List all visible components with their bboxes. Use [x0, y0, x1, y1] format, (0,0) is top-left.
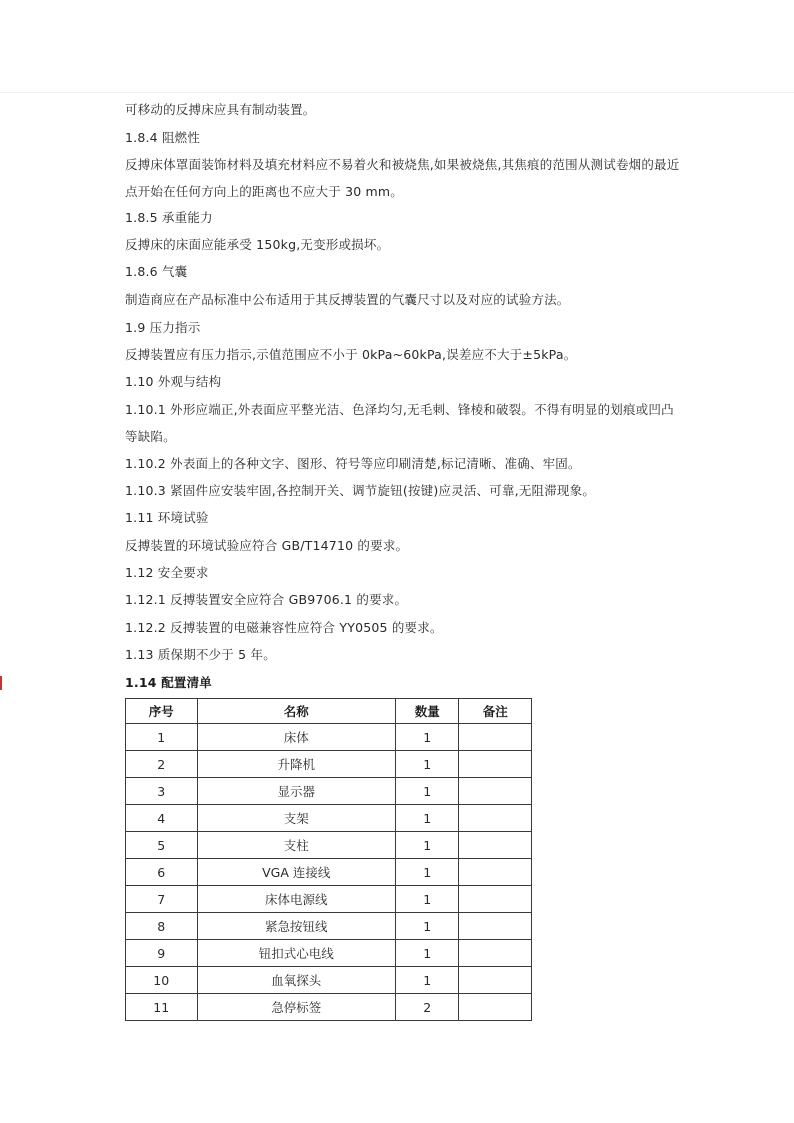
top-rule: [0, 92, 794, 93]
table-row: [126, 778, 532, 805]
cell-name: 床体: [197, 724, 395, 751]
cell-index: 10: [126, 967, 198, 994]
cell-qty: 1: [395, 859, 458, 886]
cell-remark: [459, 832, 532, 859]
table-row: [126, 913, 532, 940]
cell-name: VGA 连接线: [197, 859, 395, 886]
cell-index: 3: [126, 778, 198, 805]
cell-qty: 1: [395, 751, 458, 778]
cell-qty: 1: [395, 940, 458, 967]
cell-name: 支柱: [197, 832, 395, 859]
cell-remark: [459, 940, 532, 967]
table-row: [126, 886, 532, 913]
para-airbag: 制造商应在产品标准中公布适用于其反搏装置的气囊尺寸以及对应的试验方法。: [125, 292, 570, 307]
para-warranty: 1.13 质保期不少于 5 年。: [125, 647, 276, 662]
cell-qty: 1: [395, 967, 458, 994]
header-index: 序号: [126, 699, 198, 724]
table-row: [126, 832, 532, 859]
cell-name: 升降机: [197, 751, 395, 778]
cell-index: 1: [126, 724, 198, 751]
para-1-10-3: 1.10.3 紧固件应安装牢固,各控制开关、调节旋钮(按键)应灵活、可靠,无阻滞现象。: [125, 483, 596, 498]
heading-1-10: 1.10 外观与结构: [125, 374, 222, 389]
cell-remark: [459, 859, 532, 886]
cell-name: 紧急按钮线: [197, 913, 395, 940]
cell-name: 钮扣式心电线: [197, 940, 395, 967]
para-1-10-1: 1.10.1 外形应端正,外表面应平整光洁、色泽均匀,无毛刺、锋棱和破裂。不得有明显的划痕或凹凸等缺陷。: [125, 402, 674, 444]
para-load: 反搏床的床面应能承受 150kg,无变形或损坏。: [125, 237, 390, 252]
heading-1-12: 1.12 安全要求: [125, 565, 209, 580]
table-row: [126, 805, 532, 832]
cell-remark: [459, 913, 532, 940]
heading-config-list: 1.14 配置清单: [125, 675, 212, 690]
header-qty: 数量: [395, 699, 458, 724]
table-row: [126, 859, 532, 886]
table-header-row: [126, 699, 532, 724]
cell-remark: [459, 886, 532, 913]
para-pressure: 反搏装置应有压力指示,示值范围应不小于 0kPa~60kPa,误差应不大于±5kPa。: [125, 347, 577, 362]
cell-name: 急停标签: [197, 994, 395, 1021]
table-row: [126, 967, 532, 994]
table-row: [126, 724, 532, 751]
table-row: [126, 994, 532, 1021]
cell-remark: [459, 778, 532, 805]
cell-qty: 1: [395, 913, 458, 940]
heading-1-8-4: 1.8.4 阻燃性: [125, 130, 201, 145]
para-1-10-2: 1.10.2 外表面上的各种文字、图形、符号等应印刷清楚,标记清晰、准确、牢固。: [125, 456, 581, 471]
table-row: [126, 751, 532, 778]
cell-qty: 1: [395, 832, 458, 859]
heading-1-11: 1.11 环境试验: [125, 510, 209, 525]
cell-name: 支架: [197, 805, 395, 832]
cell-name: 血氧探头: [197, 967, 395, 994]
cell-index: 11: [126, 994, 198, 1021]
cell-qty: 1: [395, 778, 458, 805]
table-row: [126, 940, 532, 967]
cell-qty: 1: [395, 886, 458, 913]
cell-qty: 1: [395, 805, 458, 832]
cell-index: 7: [126, 886, 198, 913]
cell-index: 5: [126, 832, 198, 859]
cell-index: 9: [126, 940, 198, 967]
cell-index: 2: [126, 751, 198, 778]
cell-index: 6: [126, 859, 198, 886]
header-name: 名称: [197, 699, 395, 724]
config-table: [125, 698, 532, 1021]
cell-qty: 1: [395, 724, 458, 751]
cell-qty: 2: [395, 994, 458, 1021]
cell-remark: [459, 724, 532, 751]
cell-remark: [459, 751, 532, 778]
cell-name: 床体电源线: [197, 886, 395, 913]
edge-mark: [0, 676, 2, 690]
heading-1-9: 1.9 压力指示: [125, 320, 201, 335]
para-env: 反搏装置的环境试验应符合 GB/T14710 的要求。: [125, 538, 409, 553]
para-1-12-1: 1.12.1 反搏装置安全应符合 GB9706.1 的要求。: [125, 592, 408, 607]
header-remark: 备注: [459, 699, 532, 724]
para-flame: 反搏床体罩面装饰材料及填充材料应不易着火和被烧焦,如果被烧焦,其焦痕的范围从测试卷烟的最近点开始在任何方向上的距离也不应大于 30 mm。: [125, 157, 680, 199]
cell-remark: [459, 805, 532, 832]
para-1-12-2: 1.12.2 反搏装置的电磁兼容性应符合 YY0505 的要求。: [125, 620, 443, 635]
cell-index: 4: [126, 805, 198, 832]
cell-remark: [459, 967, 532, 994]
heading-1-8-5: 1.8.5 承重能力: [125, 210, 213, 225]
cell-name: 显示器: [197, 778, 395, 805]
cell-remark: [459, 994, 532, 1021]
heading-1-8-6: 1.8.6 气囊: [125, 264, 188, 279]
cell-index: 8: [126, 913, 198, 940]
para-braking: 可移动的反搏床应具有制动装置。: [125, 102, 316, 117]
